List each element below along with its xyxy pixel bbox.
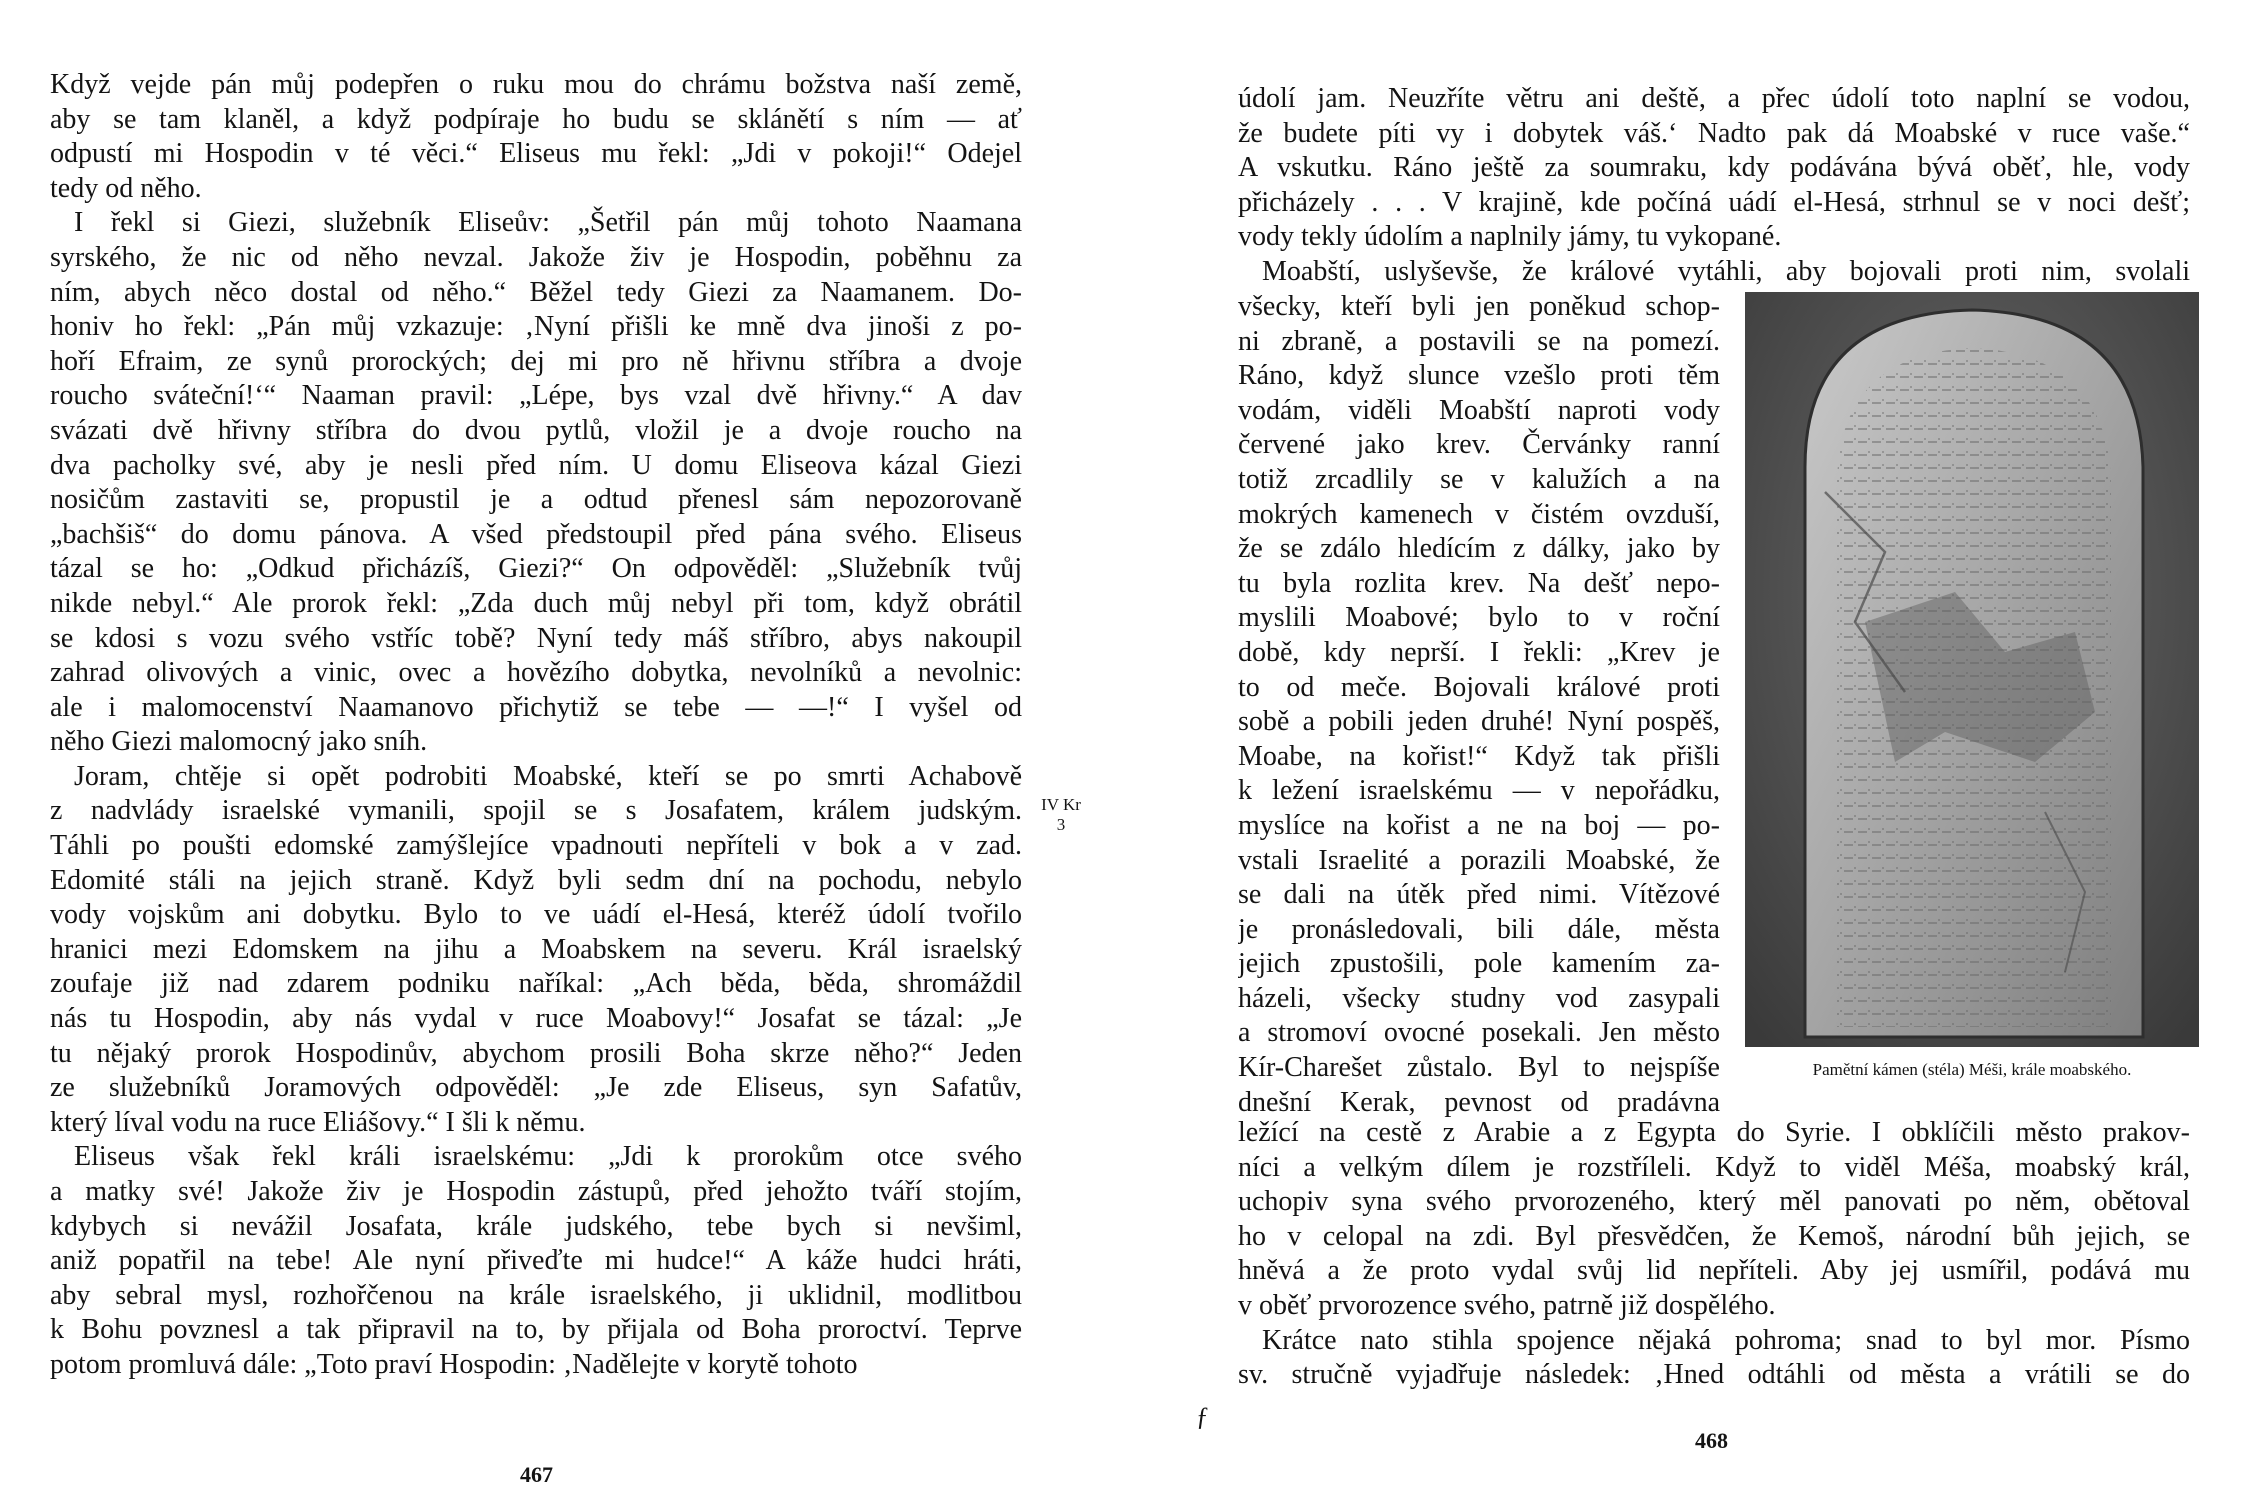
text-line: Moabští, uslyševše, že králové vytáhli, aby bojovali proti nim, svolali: [1262, 255, 2190, 287]
text-line: a matky své! Jakože živ je Hospodin zástupů, před jehožto tváří stojím,: [50, 1176, 1022, 1207]
text-line: sobě a pobili jeden druhé! Nyní pospěš,: [1238, 706, 1720, 738]
text-line: „bachšiš“ do domu pánova. A všed předstoupil před pána svého. Eliseus: [50, 518, 1022, 550]
text-line: aby sebral mysl, rozhořčenou na krále israelského, ji uklidnil, modlitbou: [50, 1279, 1022, 1311]
text-line: svázati dvě hřivny stříbra do dvou pytlů, vložil je a dvoje roucho na: [50, 414, 1022, 446]
text-line: ho v celopal na zdi. Byl přesvědčen, že Kemoš, národní bůh jejich, se: [1238, 1220, 2190, 1252]
text-line: Táhli po poušti edomské zamýšlejíce vpadnouti nepříteli v bok a v zad.: [50, 830, 1022, 862]
right-page-number: 468: [1695, 1428, 1728, 1453]
text-line: sv. stručně vyjadřuje následek: ‚Hned odtáhli od města a vrátili se do: [1238, 1359, 2190, 1391]
text-line: aby se tam klaněl, a když podpíraje ho budu se sklánětí s ním — ať: [50, 103, 1022, 135]
text-line: honiv ho řekl: „Pán můj vzkazuje: ‚Nyní přišli ke mně dva jinoši z po-: [50, 311, 1022, 343]
text-line: ním, abych něco dostal od něho.“ Běžel tedy Giezi za Naamanem. Do-: [50, 276, 1022, 308]
text-line: myslili Moabové; bylo to v roční: [1238, 602, 1720, 634]
text-line: se dali na útěk před nimi. Vítězové: [1238, 879, 1720, 911]
text-line: myslíce na kořist a ne na boj — po-: [1238, 809, 1720, 841]
text-line: zahrad olivových a vinic, ovec a hovězího dobytka, nevolníků a nevolnic:: [50, 657, 1022, 689]
text-line: Moabe, na kořist!“ Když tak přišli: [1238, 740, 1720, 772]
ink-mark: ƒ: [1196, 1402, 1209, 1431]
text-line: uchopiv syna svého prvorozeného, který měl panovati po něm, obětoval: [1238, 1186, 2190, 1218]
text-line: odpustí mi Hospodin v té věci.“ Eliseus mu řekl: „Jdi v pokoji!“ Odejel: [50, 138, 1022, 170]
text-line: jejich zpustošili, pole kamením za-: [1238, 948, 1720, 980]
text-line: potom promluvá dále: „Toto praví Hospodin: ‚Nadělejte v korytě tohoto: [50, 1348, 858, 1380]
text-line: vodám, viděli Moabští naproti vody: [1238, 394, 1720, 426]
text-line: že se zdálo hledícím z dálky, jako by: [1238, 533, 1720, 565]
text-line: je pronásledovali, bili dále, města: [1238, 913, 1720, 945]
mesha-stele-photo: [1745, 292, 2199, 1047]
text-line: aniž popatřil na tebe! Ale nyní přiveďte mi hudce!“ A káže hudci hráti,: [50, 1245, 1022, 1277]
right-page-bottom-text: [1238, 1116, 2190, 1393]
text-line: k ležení israelskému — v nepořádku,: [1238, 775, 1720, 807]
text-line: tu nějaký prorok Hospodinův, abychom prosili Boha skrze něho?“ Jeden: [50, 1037, 1022, 1069]
text-line: Kír-Charešet zůstalo. Byl to nejspíše: [1238, 1052, 1720, 1084]
text-line: který líval vodu na ruce Eliášovy.“ I šli k němu.: [50, 1106, 586, 1138]
text-line: ni zbraně, a postavili se na pomezí.: [1238, 325, 1720, 357]
left-page-number: 467: [520, 1462, 553, 1487]
text-line: nosičům zastaviti se, propustil je a odtud přenesl sám nepozorovaně: [50, 484, 1022, 516]
text-line: době, kdy neprší. I řekli: „Krev je: [1238, 636, 1720, 668]
text-line: hranici mezi Edomskem na jihu a Moabskem na severu. Král israelský: [50, 933, 1022, 965]
text-line: to od meče. Bojovali králové proti: [1238, 671, 1720, 703]
text-line: níci a velkým dílem je rozstříleli. Když to viděl Méša, moabský král,: [1238, 1151, 2190, 1183]
text-line: všecky, kteří byli jen poněkud schop-: [1238, 291, 1720, 322]
text-line: házeli, všecky studny vod zasypali: [1238, 982, 1720, 1014]
text-line: ležící na cestě z Arabie a z Egypta do Syrie. I obklíčili město prakov-: [1238, 1117, 2190, 1148]
text-line: dva pacholky své, aby je nesli před ním. U domu Eliseova kázal Giezi: [50, 449, 1022, 481]
margin-note-book: IV Kr: [1041, 795, 1081, 814]
text-line: a stromoví ovocné posekali. Jen město: [1238, 1017, 1720, 1049]
text-line: k Bohu povznesl a tak připravil na to, by přijala od Boha proroctví. Teprve: [50, 1314, 1022, 1346]
text-line: tu byla rozlita krev. Na dešť nepo-: [1238, 567, 1720, 599]
text-line: Když vejde pán můj podepřen o ruku mou do chrámu božstva naší země,: [50, 69, 1022, 100]
text-line: červené jako krev. Červánky ranní: [1238, 429, 1720, 461]
text-line: z nadvlády israelské vymanili, spojil se s Josafatem, králem judským.: [50, 795, 1022, 827]
text-line: roucho sváteční!‘“ Naaman pravil: „Lépe, bys vzal dvě hřivny.“ A dav: [50, 380, 1022, 412]
stele-image-graphic: [1745, 292, 2199, 1047]
margin-note-chapter: 3: [1056, 815, 1066, 834]
text-line: mokrých kamenech v čistém ovzduší,: [1238, 498, 1720, 530]
text-line: hněvá a že proto vydal svůj lid nepříteli. Aby jej usmířil, podává mu: [1238, 1255, 2190, 1287]
text-line: Joram, chtěje si opět podrobiti Moabské, kteří se po smrti Achabově: [74, 760, 1022, 792]
text-line: nikde nebyl.“ Ale prorok řekl: „Zda duch můj nebyl při tom, když obrátil: [50, 587, 1022, 619]
text-line: se kdosi s vozu svého vstříc tobě? Nyní tedy máš stříbro, abys nakoupil: [50, 622, 1022, 654]
text-line: vody vojskům ani dobytku. Bylo to ve uádí el-Hesá, kteréž údolí tvořilo: [50, 899, 1022, 931]
stele-figure: [1745, 292, 2199, 1104]
text-line: vody tekly údolím a naplnily jámy, tu vykopané.: [1238, 221, 1782, 253]
right-page-top-text: [1238, 82, 2190, 290]
text-line: něho Giezi malomocný jako sníh.: [50, 726, 428, 758]
text-line: I řekl si Giezi, služebník Eliseův: „Šetřil pán můj tohoto Naamana: [74, 207, 1022, 239]
text-line: tázal se ho: „Odkud přicházíš, Giezi?“ On odpověděl: „Služebník tvůj: [50, 553, 1022, 585]
text-line: vstali Israelité a porazili Moabské, že: [1238, 844, 1720, 876]
text-line: Krátce nato stihla spojence nějaká pohroma; snad to byl mor. Písmo: [1262, 1324, 2190, 1356]
text-line: v oběť prvorozence svého, patrně již dospělého.: [1238, 1289, 1776, 1321]
left-page-body-text: [50, 68, 1022, 1383]
text-line: nás tu Hospodin, aby nás vydal v ruce Moabovy!“ Josafat se tázal: „Je: [50, 1003, 1022, 1035]
text-line: že budete píti vy i dobytek váš.‘ Nadto pak dá Moabské v ruce vaše.“: [1238, 117, 2190, 149]
text-line: tedy od něho.: [50, 172, 202, 204]
text-line: údolí jam. Neuzříte větru ani deště, a přec údolí toto naplní se vodou,: [1238, 83, 2190, 114]
text-line: kdybych si nevážil Josafata, krále judského, tebe bych si nevšiml,: [50, 1210, 1022, 1242]
text-line: hoří Efraim, ze synů prorockých; dej mi pro ně hřivnu stříbra a dvoje: [50, 345, 1022, 377]
margin-note-reference: [1032, 795, 1090, 835]
text-line: ze služebníků Joramových odpověděl: „Je zde Eliseus, syn Safatův,: [50, 1072, 1022, 1104]
text-line: Eliseus však řekl králi israelskému: „Jdi k prorokům otce svého: [74, 1141, 1022, 1173]
text-line: Edomité stáli na jejich straně. Když byli sedm dní na pochodu, nebylo: [50, 864, 1022, 896]
text-line: dnešní Kerak, pevnost od pradávna: [1238, 1086, 1720, 1118]
text-line: ale i malomocenství Naamanovo přichytiž se tebe — —!“ I vyšel od: [50, 691, 1022, 723]
text-line: totiž zrcadlily se v kalužích a na: [1238, 463, 1720, 495]
text-line: Ráno, když slunce vzešlo proti těm: [1238, 360, 1720, 392]
text-line: A vskutku. Ráno ještě za soumraku, kdy podávána bývá oběť, hle, vody: [1238, 152, 2190, 184]
text-line: přicházely . . . V krajině, kde počíná uádí el-Hesá, strhnul se v noci dešť;: [1238, 186, 2190, 218]
text-line: zoufaje již nad zdarem podniku naříkal: „Ach běda, běda, shromáždil: [50, 968, 1022, 1000]
text-line: syrského, že nic od něho nevzal. Jakože živ je Hospodin, poběhnu za: [50, 241, 1022, 273]
right-page-wrapped-text: [1238, 290, 1720, 1120]
figure-caption: Pamětní kámen (stéla) Méši, krále moabského.: [1812, 1060, 2132, 1079]
